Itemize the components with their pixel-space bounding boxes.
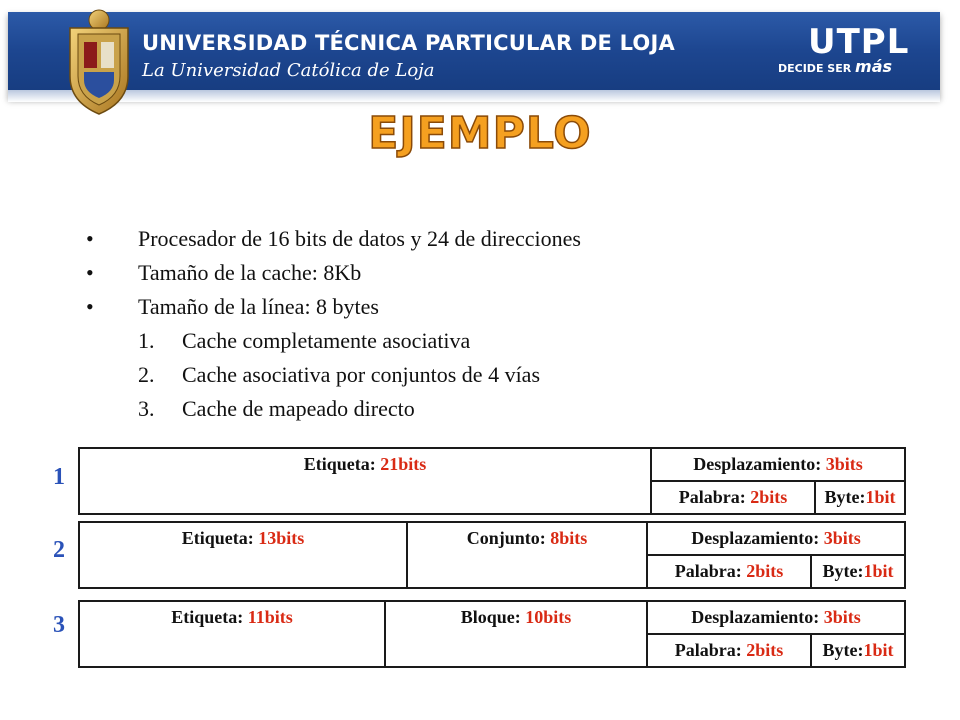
field-name: Byte: [822,561,864,581]
address-format-table-2 [78,521,906,589]
numbered-item-text: Cache asociativa por conjuntos de 4 vías [182,362,541,387]
field-name: Palabra: [674,640,747,660]
table-label-2: 2 [53,537,65,563]
field-value: 21bits [380,454,427,474]
field-value: 3bits [825,454,863,474]
field-value: 2bits [746,640,784,660]
field-value: 3bits [823,607,861,627]
table-label-3: 3 [53,612,65,638]
header-banner-fade [8,90,940,102]
header-banner [8,12,940,98]
university-name: UNIVERSIDAD TÉCNICA PARTICULAR DE LOJA [142,31,675,55]
address-format-table-3 [78,600,906,668]
byte-field [815,481,905,514]
field-value: 1bit [863,640,894,660]
field-name: Etiqueta: [181,528,259,548]
bullet-marker: • [86,226,94,251]
brand-tagline-small: DECIDE SER [778,62,852,75]
field-value: 3bits [823,528,861,548]
page-title: EJEMPLO [368,108,592,159]
field-value: 2bits [750,487,788,507]
field-value: 1bit [863,561,894,581]
field-name: Byte: [822,640,864,660]
field-name: Desplazamiento: [691,528,824,548]
field-value: 11bits [247,607,293,627]
bullet-marker: • [86,260,94,285]
word-field [651,481,815,514]
field-name: Desplazamiento: [693,454,826,474]
item-number: 3. [138,396,155,421]
tag-field [79,601,385,667]
list-item-text: Procesador de 16 bits de datos y 24 de direcciones [138,226,581,251]
field-name: Palabra: [678,487,751,507]
offset-field [647,522,905,555]
bullet-marker: • [86,294,94,319]
block-field [385,601,647,667]
field-value: 2bits [746,561,784,581]
set-field [407,522,647,588]
field-name: Palabra: [674,561,747,581]
offset-field [651,448,905,481]
field-value: 10bits [525,607,572,627]
offset-field [647,601,905,634]
list-item-text: Tamaño de la línea: 8 bytes [138,294,379,319]
field-name: Desplazamiento: [691,607,824,627]
field-name: Etiqueta: [303,454,381,474]
tag-field [79,522,407,588]
item-number: 2. [138,362,155,387]
field-name: Etiqueta: [171,607,248,627]
field-name: Conjunto: [466,528,551,548]
field-value: 8bits [550,528,588,548]
address-format-table-1 [78,447,906,515]
field-value: 13bits [258,528,305,548]
brand-logo: UTPL [808,22,910,62]
field-name: Bloque: [460,607,526,627]
numbered-item-text: Cache de mapeado directo [182,396,415,421]
word-field [647,555,811,588]
byte-field [811,634,905,667]
word-field [647,634,811,667]
item-number: 1. [138,328,155,353]
byte-field [811,555,905,588]
tag-field [79,448,651,514]
university-crest-icon [62,6,136,118]
numbered-item-text: Cache completamente asociativa [182,328,471,353]
brand-tagline [778,57,892,76]
list-item-text: Tamaño de la cache: 8Kb [138,260,362,285]
field-value: 1bit [865,487,896,507]
field-name: Byte: [824,487,866,507]
table-label-1: 1 [53,464,65,490]
brand-tagline-big: más [855,57,893,76]
university-tagline: La Universidad Católica de Loja [142,60,435,81]
